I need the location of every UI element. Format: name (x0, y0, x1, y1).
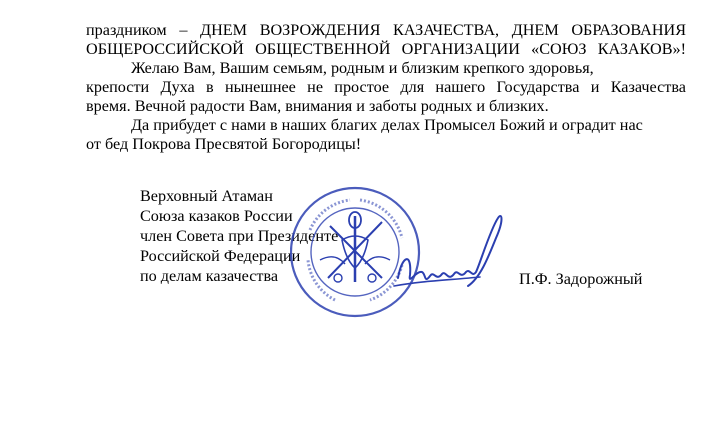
signature-title-4: Российской Федерации (140, 247, 301, 265)
letter-line-3: Желаю Вам, Вашим семьям, родным и близким крепкого здоровья, (131, 59, 594, 77)
letter-line-1: праздником – ДНЕМ ВОЗРОЖДЕНИЯ КАЗАЧЕСТВА, ДНЕМ ОБРАЗОВАНИЯ (86, 21, 686, 39)
signature-title-2: Союза казаков России (140, 207, 293, 225)
letter-line-4: крепости Духа в нынешнее не простое для нашего Государства и Казачества (86, 78, 686, 96)
letter-line-5: время. Вечной радости Вам, внимания и заботы родных и близких. (86, 97, 549, 115)
letter-line-6: Да прибудет с нами в наших благих делах Промысел Божий и оградит нас (131, 116, 643, 134)
signature-title-3: член Совета при Президенте (140, 227, 339, 245)
signatory-name: П.Ф. Задорожный (519, 270, 643, 288)
official-seal-stamp (290, 160, 530, 340)
letter-line-7: от бед Покрова Пресвятой Богородицы! (86, 135, 362, 153)
signature-title-1: Верховный Атаман (140, 187, 273, 205)
letter-line-2: ОБЩЕРОССИЙСКОЙ ОБЩЕСТВЕННОЙ ОРГАНИЗАЦИИ «СОЮЗ КАЗАКОВ»! (86, 40, 686, 58)
signature-title-5: по делам казачества (140, 267, 279, 285)
seal-graphic (290, 160, 530, 340)
